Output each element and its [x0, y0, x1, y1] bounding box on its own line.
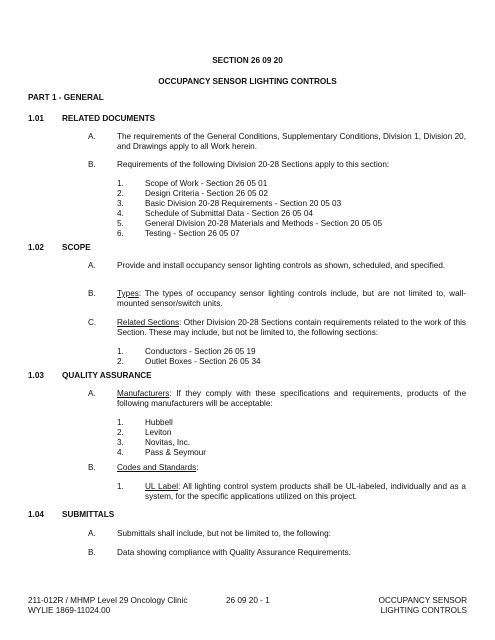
- paragraph-letter: A.: [88, 132, 96, 141]
- list-item: Hubbell: [145, 418, 173, 427]
- article-title-101: RELATED DOCUMENTS: [62, 114, 156, 123]
- footer-section-name-line2: LIGHTING CONTROLS: [380, 606, 467, 615]
- term-types: Types: [117, 289, 139, 298]
- list-item: Conductors - Section 26 05 19: [145, 347, 256, 356]
- paragraph-letter: C.: [88, 318, 97, 327]
- list-item: Novitas, Inc.: [145, 438, 191, 447]
- article-number-104: 1.04: [28, 510, 44, 519]
- list-item-number: 2.: [117, 189, 124, 198]
- term-codes-and-standards: Codes and Standards: [117, 463, 197, 472]
- paragraph-letter: B.: [88, 548, 96, 557]
- paragraph-104-a: Submittals shall include, but not be limited to, the following:: [117, 529, 331, 538]
- list-item-number: 1.: [117, 179, 124, 188]
- part-heading: PART 1 - GENERAL: [28, 93, 104, 102]
- footer-section-name-line1: OCCUPANCY SENSOR: [378, 596, 467, 605]
- list-item-number: 3.: [117, 438, 124, 447]
- paragraph-text: : Other Division 20-28 Sections contain requirements related to the work of this Section. These may include, but not be limited to, the following sections:: [117, 318, 467, 337]
- section-number: SECTION 26 09 20: [212, 56, 283, 65]
- list-item-number: 4.: [117, 209, 124, 218]
- list-item-number: 1.: [117, 418, 124, 427]
- paragraph-101-b: Requirements of the following Division 20-28 Sections apply to this section:: [117, 160, 390, 169]
- paragraph-text: : The types of occupancy sensor lighting controls include, but are not limited to, wall-mounted sensor/switch units.: [117, 289, 466, 308]
- article-number-103: 1.03: [28, 371, 44, 380]
- article-title-103: QUALITY ASSURANCE: [62, 371, 152, 380]
- paragraph-letter: A.: [88, 389, 96, 398]
- paragraph-letter: A.: [88, 529, 96, 538]
- list-item-number: 1.: [117, 482, 124, 491]
- list-item: Testing - Section 26 05 07: [145, 229, 240, 238]
- list-item: General Division 20-28 Materials and Methods - Section 20 05 05: [145, 219, 383, 228]
- list-item: Design Criteria - Section 26 05 02: [145, 189, 268, 198]
- paragraph-102-a: Provide and install occupancy sensor lighting controls as shown, scheduled, and specified.: [117, 261, 446, 270]
- term-manufacturers: Manufacturers: [117, 389, 170, 398]
- section-title: OCCUPANCY SENSOR LIGHTING CONTROLS: [158, 77, 337, 86]
- paragraph-letter: B.: [88, 289, 96, 298]
- list-item-number: 5.: [117, 219, 124, 228]
- paragraph-102-b: [117, 289, 466, 309]
- list-item: Outlet Boxes - Section 26 05 34: [145, 357, 261, 366]
- term-ul-label: UL Label: [145, 482, 179, 491]
- article-number-102: 1.02: [28, 243, 44, 252]
- footer-project: 211-012R / MHMP Level 29 Oncology Clinic: [28, 596, 188, 605]
- footer-job-number: WYLIE 1869-11024.00: [28, 606, 111, 615]
- paragraph-101-a: The requirements of the General Conditions, Supplementary Conditions, Division 1, Division 20, and Drawings apply to all Work herein.: [117, 132, 466, 151]
- list-item: Basic Division 20-28 Requirements - Section 20 05 03: [145, 199, 342, 208]
- list-item-number: 1.: [117, 347, 124, 356]
- paragraph-text: :: [196, 463, 199, 472]
- list-item-number: 2.: [117, 428, 124, 437]
- article-title-104: SUBMITTALS: [62, 510, 115, 519]
- paragraph-103-b: [117, 463, 198, 473]
- list-item-number: 4.: [117, 448, 124, 457]
- paragraph-text: : All lighting control system products shall be UL-labeled, individually and as a system, for the specific applications utilized on this project.: [145, 482, 466, 501]
- list-item: Leviton: [145, 428, 172, 437]
- list-item-number: 2.: [117, 357, 124, 366]
- paragraph-letter: B.: [88, 160, 96, 169]
- article-title-102: SCOPE: [62, 243, 91, 252]
- list-item-number: 6.: [117, 229, 124, 238]
- paragraph-text: : If they comply with these specifications and requirements, products of the following manufacturers will be acceptable:: [117, 389, 466, 408]
- paragraph-103-b-1: [145, 482, 466, 502]
- article-number-101: 1.01: [28, 114, 44, 123]
- paragraph-102-c: [117, 318, 466, 338]
- paragraph-104-b: Data showing compliance with Quality Assurance Requirements.: [117, 548, 351, 557]
- list-item-number: 3.: [117, 199, 124, 208]
- paragraph-103-a: [117, 389, 466, 409]
- list-item: Pass & Seymour: [145, 448, 206, 457]
- list-item: Schedule of Submittal Data - Section 26 05 04: [145, 209, 313, 218]
- list-item: Scope of Work - Section 26 05 01: [145, 179, 268, 188]
- paragraph-letter: A.: [88, 261, 96, 270]
- paragraph-letter: B.: [88, 463, 96, 472]
- footer-page-number: 26 09 20 - 1: [226, 596, 270, 605]
- term-related-sections: Related Sections: [117, 318, 180, 327]
